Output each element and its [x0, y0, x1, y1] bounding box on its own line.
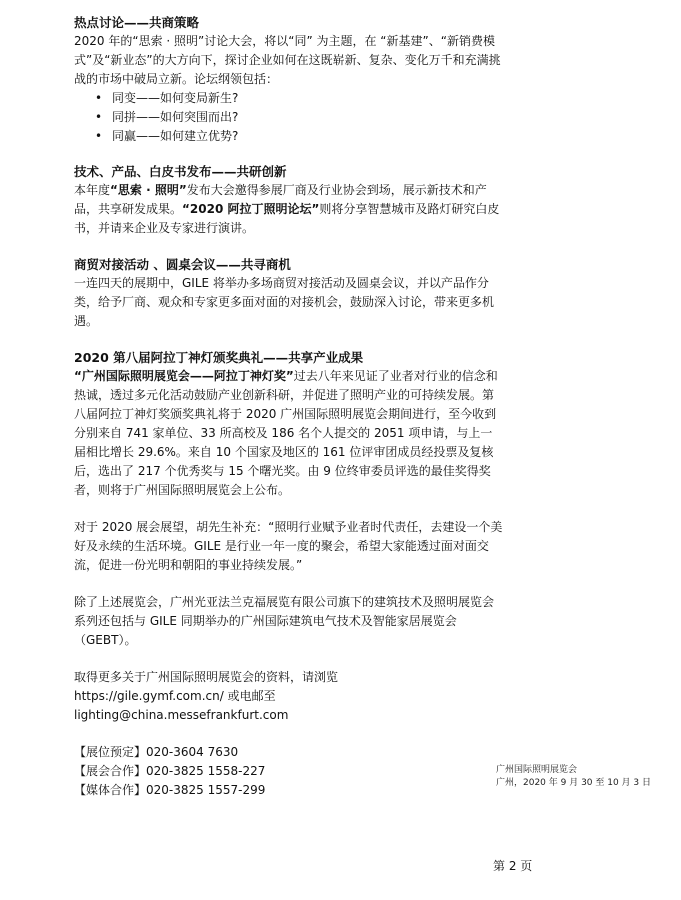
phone-media: 【媒体合作】020-3825 1557-299 — [74, 783, 266, 797]
page-number: 第 2 页 — [493, 859, 533, 873]
bullet-item: • 同赢——如何建立优势? — [74, 127, 504, 146]
section-title-matching: 商贸对接活动 、圆桌会议——共寻商机 — [74, 257, 291, 272]
contact-intro: 取得更多关于广州国际照明展览会的资料，请浏览 — [74, 670, 339, 684]
phone-booking: 【展位预定】020-3604 7630 — [74, 745, 239, 759]
discussion-paragraph: 2020 年的“思索 · 照明”讨论大会，将以“同” 为主题，在 “新基建”、“新销费模式”及“新业态”的大方向下，探讨企业如何在这既崭新、复杂、变化万千和充满挑战的市场中破局立新。论坛纲领包括： — [74, 34, 501, 86]
other-exhibitions-paragraph: 除了上述展览会，广州光亚法兰克福展览有限公司旗下的建筑技术及照明展览会系列还包括与 GILE 同期举办的广州国际建筑电气技术及智能家居展览会（GEBT）。 — [74, 595, 495, 647]
launch-paragraph: 本年度“思索 · 照明”发布大会邀得参展厂商及行业协会到场，展示新技术和产品，共享研发成果。“2020 阿拉丁照明论坛”则将分享智慧城市及路灯研究白皮书，并请来企业及专家进行演讲。 — [74, 183, 500, 235]
main-content — [74, 14, 504, 800]
section-title-awards: 2020 第八届阿拉丁神灯颁奖典礼——共享产业成果 — [74, 350, 364, 365]
footer-event-name: 广州国际照明展览会 — [496, 765, 578, 775]
section-title-discussion: 热点讨论——共商策略 — [74, 15, 200, 30]
awards-paragraph: “广州国际照明展览会——阿拉丁神灯奖”过去八年来见证了业者对行业的信念和热诚，透过多元化活动鼓励产业创新科研，并促进了照明产业的可持续发展。第八届阿拉丁神灯奖颁奖典礼将于 2020 广州国际照明展览会期间进行，至今收到分别来自 741 家单位、33 所高校及 186 名个人提交的 2051 项申请，与上一届相比增长 29.6%。来自 10 个国家及地区的 161 位评审团成员经投票及复核后，选出了 217 个优秀奖与 15 个曙光奖。由 9 位终审委员评选的最佳奖得奖者，则将于广州国际照明展览会上公布。 — [74, 369, 498, 497]
website-link[interactable]: https://gile.gymf.com.cn/ 或电邮至 — [74, 689, 276, 703]
footer-event-date: 广州，2020 年 9 月 30 至 10 月 3 日 — [496, 778, 652, 788]
bullet-item: • 同变——如何变局新生? — [74, 89, 504, 108]
discussion-bullet-list — [74, 89, 504, 146]
bullet-item: • 同拼——如何突围而出? — [74, 108, 504, 127]
phone-cooperation: 【展会合作】020-3825 1558-227 — [74, 764, 266, 778]
footer-event-info — [496, 764, 651, 790]
quote-paragraph: 对于 2020 展会展望，胡先生补充：“照明行业赋予业者时代责任，去建设一个美好及永续的生活环境。GILE 是行业一年一度的聚会，希望大家能透过面对面交流，促进一份光明和朝阳的事业持续发展。” — [74, 520, 503, 572]
email-link[interactable]: lighting@china.messefrankfurt.com — [74, 708, 289, 722]
section-title-launch: 技术、产品、白皮书发布——共研创新 — [74, 164, 287, 179]
matching-paragraph: 一连四天的展期中，GILE 将举办多场商贸对接活动及圆桌会议，并以产品作分类，给予厂商、观众和专家更多面对面的对接机会，鼓励深入讨论，带来更多机遇。 — [74, 276, 495, 328]
